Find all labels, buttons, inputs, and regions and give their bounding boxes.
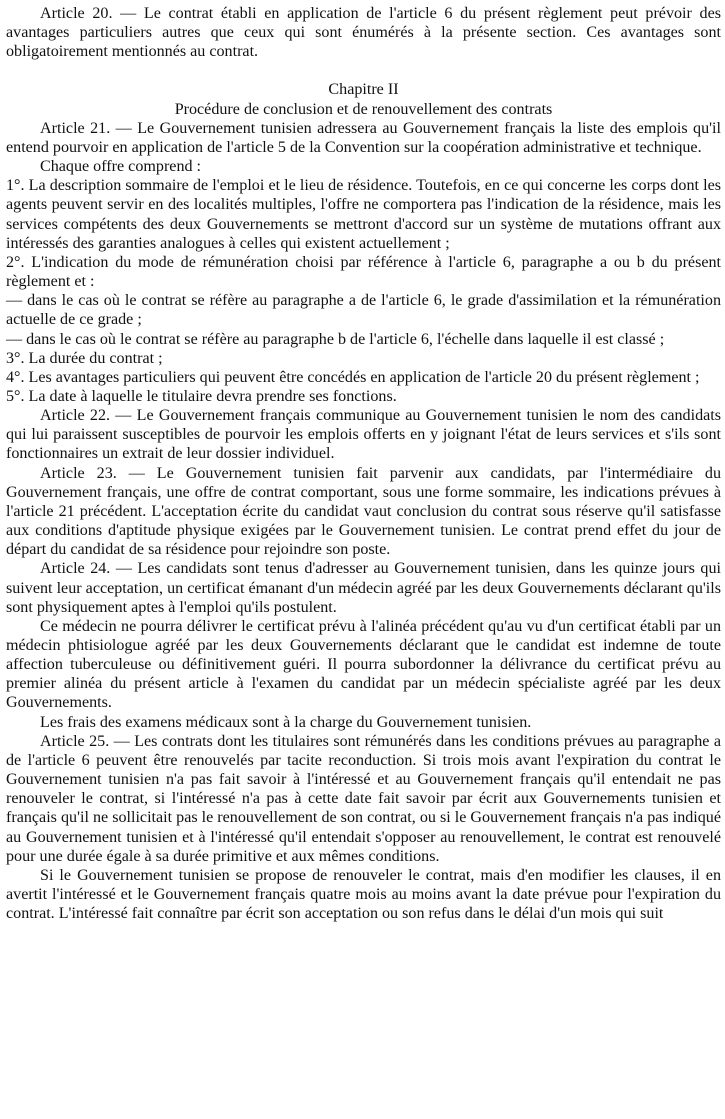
offer-item-5: 5°. La date à laquelle le titulaire devra prendre ses fonctions. [6,387,397,405]
offer-item-2-dash-a: — dans le cas où le contrat se réfère au paragraphe a de l'article 6, le grade d'assimilation et la rémunération actuelle de ce grade ; [6,292,721,329]
offer-item-2: 2°. L'indication du mode de rémunération choisi par référence à l'article 6, paragraphe a ou b du présent règlement et : [6,253,721,291]
medical-certificate-paragraph: Ce médecin ne pourra délivrer le certificat prévu à l'alinéa précédent qu'au vu d'un certificat établi par un médecin phtisiologue agréé par les deux Gouvernements déclarant que le candidat est indemne de toute affection tuberculeuse ou définitivement guéri. Il pourra subordonner la délivrance du certificat prévu au premier alinéa du présent article à l'examen du candidat par un médecin spécialiste agréé par les deux Gouvernements. [6,617,721,712]
chapter-subtitle: Procédure de conclusion et de renouvellement des contrats [174,100,553,118]
article-23-paragraph: Article 23. — Le Gouvernement tunisien fait parvenir aux candidats, par l'intermédiaire du Gouvernement français, une offre de contrat comportant, sous une forme sommaire, les indications prévues à l'article 21 précédent. L'acceptation écrite du candidat vaut conclusion du contrat sous réserve qu'il satisfasse aux conditions d'aptitude physique exigées par le Gouvernement tunisien. Le contrat prend effet du jour de départ du candidat de sa résidence pour rejoindre son poste. [6,464,721,559]
article-20-paragraph: Article 20. — Le contrat établi en application de l'article 6 du présent règlement peut prévoir des avantages particuliers autres que ceux qui sont énumérés à la présente section. Ces avantages sont obligatoirement mentionnés au contrat. [6,5,721,61]
article-24-paragraph: Article 24. — Les candidats sont tenus d'adresser au Gouvernement tunisien, dans les quinze jours qui suivent leur acceptation, un certificat émanant d'un médecin agréé par les deux Gouvernements déclarant qu'ils sont physiquement aptes à l'emploi qu'ils postulent. [6,560,721,616]
offer-item-2-dash-b: — dans le cas où le contrat se réfère au paragraphe b de l'article 6, l'échelle dans laquelle il est classé ; [6,330,665,348]
medical-fees-paragraph: Les frais des examens médicaux sont à la charge du Gouvernement tunisien. [40,713,532,731]
offer-item-1: 1°. La description sommaire de l'emploi et le lieu de résidence. Toutefois, en ce qui concerne les corps dont les agents peuvent servir en des localités multiples, l'offre ne comportera pas l'indication de la résidence, mais les services compétents des deux Gouvernements se mettront d'accord sur un système de mutations offrant aux intéressés des garanties analogues à celles qui existent actuellement ; [6,177,721,252]
offer-item-4: 4°. Les avantages particuliers qui peuvent être concédés en application de l'article 20 du présent règlement ; [6,368,700,386]
chapter-title: Chapitre II [328,81,399,99]
offer-item-3: 3°. La durée du contrat ; [6,349,163,367]
renewal-modification-paragraph: Si le Gouvernement tunisien se propose de renouveler le contrat, mais d'en modifier les clauses, il en avertit l'intéressé et le Gouvernement français quatre mois au moins avant la date prévue pour l'expiration du contrat. L'intéressé fait connaître par écrit son acceptation ou son refus dans le délai d'un mois qui suit [6,866,721,923]
offer-intro: Chaque offre comprend : [40,158,202,176]
article-25-paragraph: Article 25. — Les contrats dont les titulaires sont rémunérés dans les conditions prévues au paragraphe a de l'article 6 peuvent être renouvelés par tacite reconduction. Si trois mois avant l'expiration du contrat le Gouvernement tunisien n'a pas fait savoir à l'intéressé et au Gouvernement français qu'il entendait ne pas renouveler le contrat, si l'intéressé n'a pas à cette date fait savoir par écrit aux Gouvernements tunisien et français qu'il ne sollicitait pas le renouvellement de son contrat, ou si le Gouvernement français n'a pas indiqué au Gouvernement tunisien et à l'intéressé qu'il entendait s'opposer au renouvellement, le contrat est renouvelé pour une durée égale à sa durée primitive et aux mêmes conditions. [6,732,721,865]
article-22-paragraph: Article 22. — Le Gouvernement français communique au Gouvernement tunisien le nom des candidats qui lui paraissent susceptibles de pourvoir les emplois offerts en y joignant l'état de leurs services et s'ils sont fonctionnaires un extrait de leur dossier individuel. [6,407,721,463]
article-21-paragraph: Article 21. — Le Gouvernement tunisien adressera au Gouvernement français la liste des emplois qu'il entend pourvoir en application de l'article 5 de la Convention sur la coopération administrative et technique. [6,119,721,156]
